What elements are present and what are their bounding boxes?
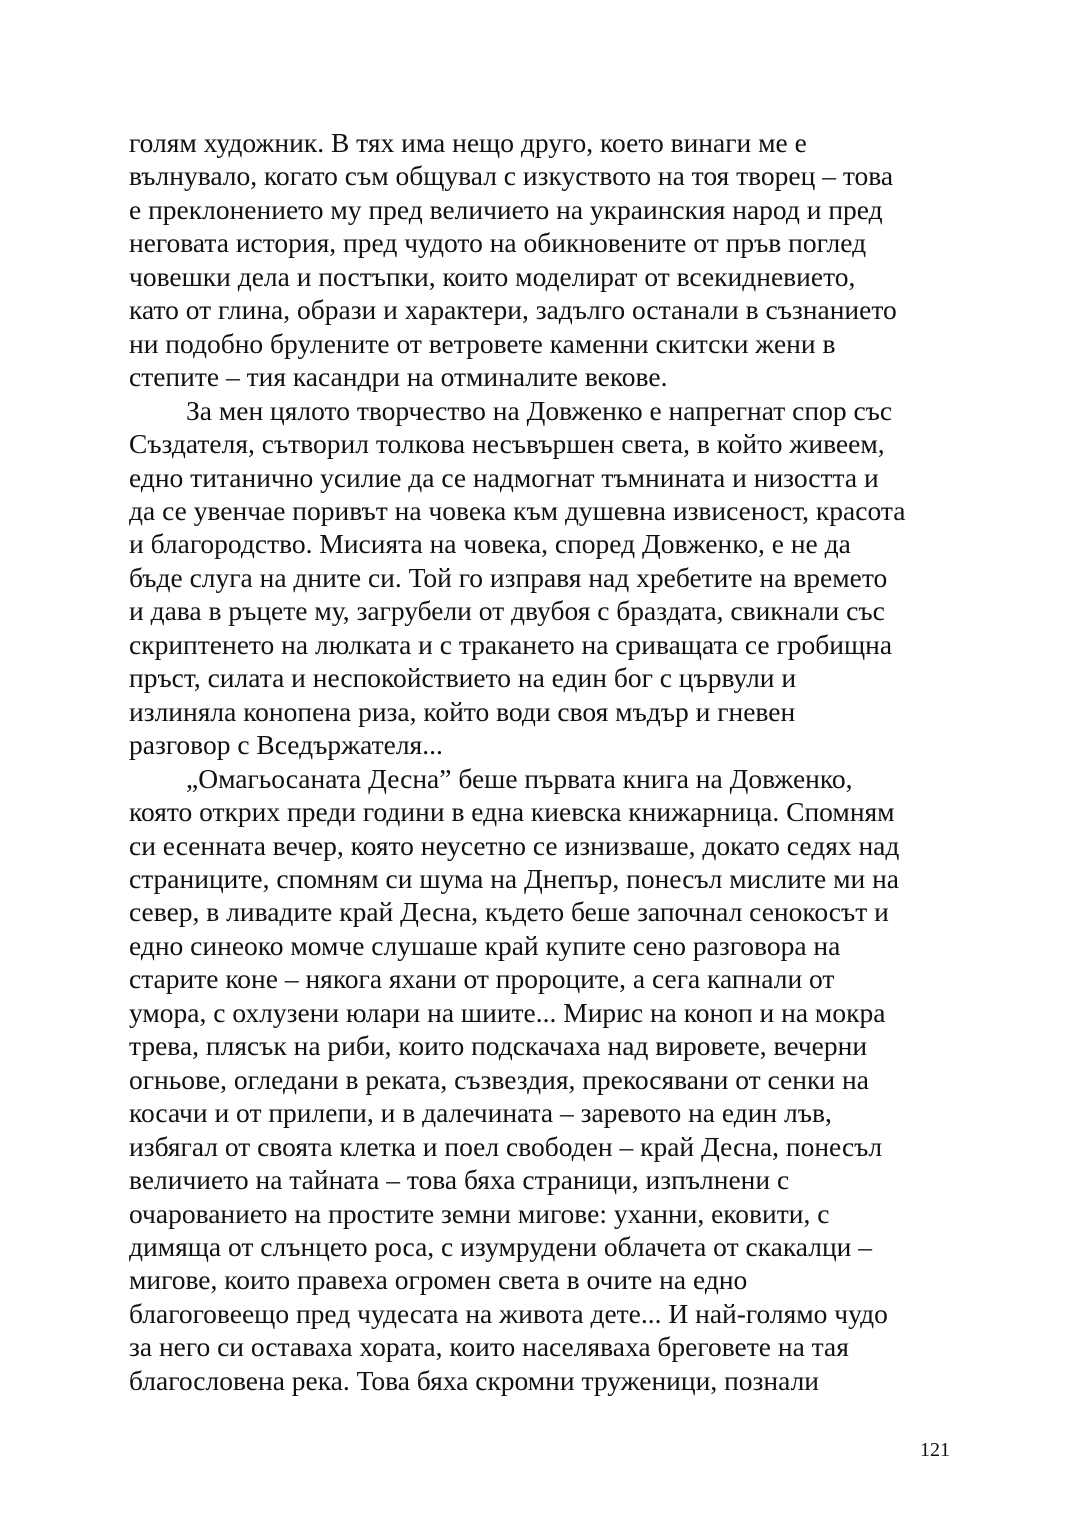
text-line: косачи и от прилепи, и в далечината – заревото на един лъв, <box>129 1097 832 1129</box>
text-line: и дава в ръцете му, загрубели от двубоя с браздата, свикнали със <box>129 595 885 627</box>
text-line: човешки дела и постъпки, които моделират от всекидневието, <box>129 260 856 292</box>
text-line: скриптенето на люлката и с тракането на сриващата се гробищна <box>129 628 893 660</box>
text-line: избягал от своята клетка и поел свободен – край Десна, понесъл <box>129 1130 883 1162</box>
text-line: едно титанично усилие да се надмогнат тъмнината и низостта и <box>129 461 879 493</box>
text-line: неговата история, пред чудото на обикновените от пръв поглед <box>129 227 867 259</box>
text-line: величието на тайната – това бяха страници, изпълнени с <box>129 1164 790 1196</box>
text-line: „Омагьосаната Десна” беше първата книга на Довженко, <box>186 762 853 794</box>
text-line: пръст, силата и неспокойствието на един бог с цървули и <box>129 662 797 694</box>
text-line: огньове, огледани в реката, съзвездия, прекосявани от сенки на <box>129 1063 869 1095</box>
paragraph <box>129 762 954 1398</box>
text-line: която открих преди години в една киевска книжарница. Спомням <box>129 796 895 828</box>
text-line: и благородство. Мисията на човека, според Довженко, е не да <box>129 528 851 560</box>
text-line: димяща от слънцето роса, с изумрудени облачета от скакалци – <box>129 1230 872 1262</box>
text-line: старите коне – някога яхани от пророците, а сега капнали от <box>129 963 835 995</box>
text-line: благоговеещо пред чудесата на живота дете... И най-голямо чудо <box>129 1297 888 1329</box>
text-line: си есенната вечер, която неусетно се изнизваше, докато седях над <box>129 829 900 861</box>
text-line: бъде слуга на дните си. Той го изправя над хребетите на времето <box>129 561 888 593</box>
paragraph <box>129 126 954 394</box>
text-line: като от глина, образи и характери, задълго останали в съзнанието <box>129 294 897 326</box>
text-line: страниците, спомням си шума на Днепър, понесъл мислите ми на <box>129 862 899 894</box>
text-line: север, в ливадите край Десна, където беше започнал сенокосът и <box>129 896 889 928</box>
text-line: за него си оставаха хората, които населяваха бреговете на тая <box>129 1331 849 1363</box>
text-line: степите – тия касандри на отминалите векове. <box>129 361 668 393</box>
text-line: мигове, които правеха огромен света в очите на едно <box>129 1264 748 1296</box>
text-line: За мен цялото творчество на Довженко е напрегнат спор със <box>186 394 893 426</box>
text-line: едно синеоко момче слушаше край купите сено разговора на <box>129 929 841 961</box>
text-line: очарованието на простите земни мигове: уханни, ековити, с <box>129 1197 830 1229</box>
text-line: благословена река. Това бяха скромни труженици, познали <box>129 1364 820 1396</box>
body-text <box>129 126 954 1397</box>
page-number: 121 <box>920 1439 950 1461</box>
text-line: излиняла конопена риза, който води своя мъдър и гневен <box>129 695 796 727</box>
text-line: разговор с Вседържателя... <box>129 729 443 761</box>
text-line: трева, плясък на риби, които подскачаха над вировете, вечерни <box>129 1030 868 1062</box>
text-line: голям художник. В тях има нещо друго, което винаги ме е <box>129 127 807 158</box>
text-line: е преклонението му пред величието на украинския народ и пред <box>129 193 883 225</box>
text-line: ни подобно брулените от ветровете каменни скитски жени в <box>129 327 836 359</box>
paragraph <box>129 394 954 762</box>
text-line: Създателя, сътворил толкова несъвършен света, в който живеем, <box>129 428 885 460</box>
text-line: вълнувало, когато съм общувал с изкуството на тоя творец – това <box>129 160 894 192</box>
text-line: да се увенчае поривът на човека към душевна извисеност, красота <box>129 494 906 526</box>
text-line: умора, с охлузени юлари на шиите... Мирис на коноп и на мокра <box>129 996 886 1028</box>
